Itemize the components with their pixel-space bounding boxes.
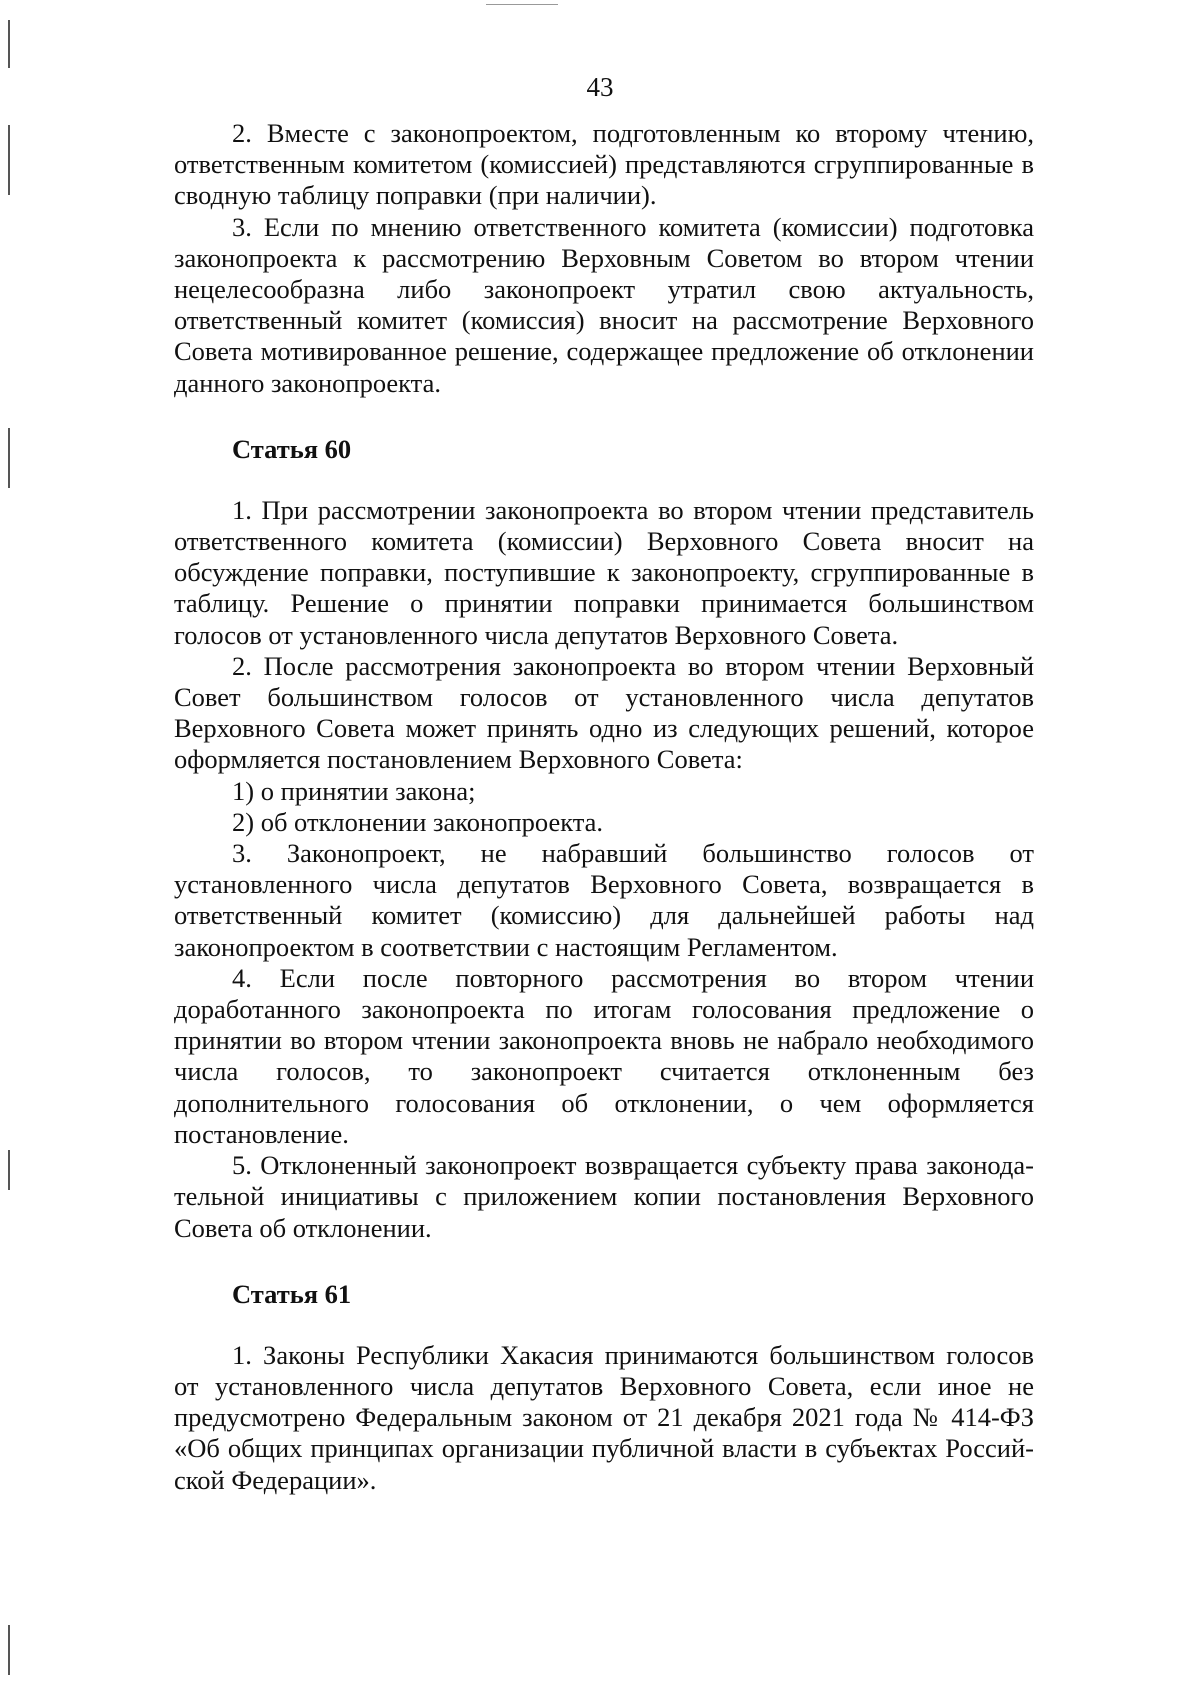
spacer [174, 1244, 1034, 1278]
page-number: 43 [586, 72, 614, 102]
scan-edge-mark [8, 20, 10, 68]
scan-edge-mark [8, 1150, 10, 1190]
document-body [174, 118, 1034, 1496]
article-60-heading: Статья 60 [232, 433, 352, 464]
spacer [174, 399, 1034, 433]
article-59-paragraph-2: 2. Вместе с законопроектом, подготовленным ко второму чтению, ответственным комитетом (комиссией) представляются сгруппированные в сводную таблицу поправки (при наличии). [174, 118, 1034, 211]
article-59-paragraph-3: 3. Если по мнению ответственного комитета (комиссии) подготовка законопроекта к рассмотрению Верховным Советом во втором чтении нецелесообразна либо законопроект утратил свою актуальность, ответственный комитет (комиссия) вносит на рассмотрение Верховного Совета мотивированное решение, содержащее предложение об отклонении данного законопроекта. [174, 211, 1034, 398]
article-60-paragraph-1: 1. При рассмотрении законопроекта во втором чтении представитель ответственного комитета (комиссии) Верховного Совета вносит на обсуждение поправки, поступившие к законопроекту, сгруппированные в таблицу. Решение о принятии поправки принимается большинством голосов от установленного числа депутатов Верховного Совета. [174, 494, 1034, 650]
article-60-paragraph-3: 3. Законопроект, не набравший большинство голосов от установленного числа депутатов Верховного Совета, возвращается в ответственный комитет (комиссию) для дальнейшей работы над законопроектом в соответствии с настоящим Регламентом. [174, 838, 1034, 962]
scan-edge-mark [8, 125, 10, 195]
scan-edge-mark [486, 4, 558, 5]
article-60-list-item-2: 2) об отклонении законопроекта. [232, 806, 604, 837]
article-60-paragraph-2: 2. После рассмотрения законопроекта во втором чтении Верховный Совет большинством голосов от установленного числа депутатов Верховного Совета может принять одно из следующих решений, которое оформляется постановлением Верховного Совета: [174, 650, 1034, 775]
spacer [174, 1310, 1034, 1340]
article-61-paragraph-1: 1. Законы Республики Хакасия принимаются большинством голосов от установленного числа депутатов Верховного Совета, если иное не предусмотрено Федеральным законом от 21 декабря 2021 года № 414-ФЗ «Об общих принципах организации публичной власти в субъектах Российской Федерации». [174, 1339, 1034, 1495]
spacer [174, 465, 1034, 495]
article-61-heading: Статья 61 [232, 1278, 352, 1309]
article-60-paragraph-4: 4. Если после повторного рассмотрения во втором чтении доработанного законопроекта по итогам голосования предложение о принятии во втором чтении законопроекта вновь не набрало необходимого числа голосов, то законопроект считается отклоненным без дополнительного голосования об отклонении, о чем оформляется постановление. [174, 962, 1034, 1149]
scan-edge-mark [8, 428, 10, 488]
article-60-list-item-1: 1) о принятии закона; [232, 775, 476, 806]
article-60-paragraph-5: 5. Отклоненный законопроект возвращается субъекту права законодательной инициативы с приложением копии постановления Верховного Совета об отклонении. [174, 1150, 1034, 1243]
scan-edge-mark [8, 1625, 10, 1675]
